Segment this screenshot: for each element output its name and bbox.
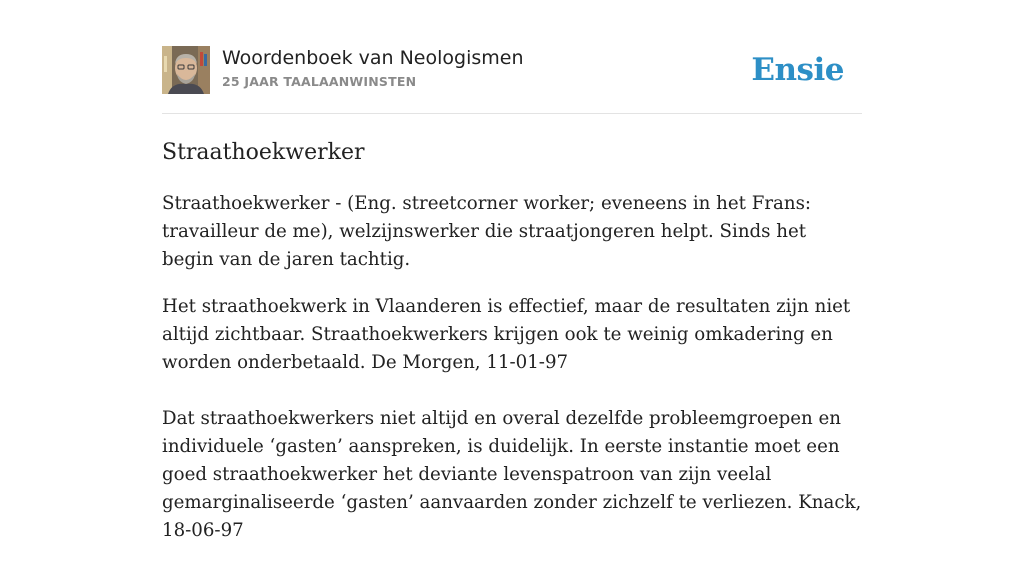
site-header xyxy=(162,46,862,96)
avatar-portrait-icon xyxy=(162,46,210,94)
author-avatar[interactable] xyxy=(162,46,210,94)
header-divider xyxy=(162,113,862,114)
entry-quote-1: Het straathoekwerk in Vlaanderen is effectief, maar de resultaten zijn niet altijd zichtbaar. Straathoekwerkers krijgen ook te weinig omkadering en worden onderbetaald. De Morgen, 11-01-97 xyxy=(162,296,851,373)
entry-definition: Straathoekwerker - (Eng. streetcorner worker; eveneens in het Frans: travailleur de me), welzijnswerker die straatjongeren helpt. Sinds het begin van de jaren tachtig. xyxy=(162,193,812,270)
entry-title: Straathoekwerker xyxy=(162,140,365,165)
ensie-logo[interactable]: Ensie xyxy=(751,52,844,88)
entry-quote-2: Dat straathoekwerkers niet altijd en overal dezelfde probleemgroepen en individuele ‘gasten’ aanspreken, is duidelijk. In eerste instantie moet een goed straathoekwerker het deviante levenspatroon van zijn veelal gemarginaliseerde ‘gasten’ aanvaarden zonder zichzelf te verliezen. Knack, 18-06-97 xyxy=(162,408,862,541)
site-subtitle: 25 JAAR TAALAANWINSTEN xyxy=(222,74,417,89)
entry-body xyxy=(162,190,862,564)
site-title[interactable]: Woordenboek van Neologismen xyxy=(222,47,524,69)
